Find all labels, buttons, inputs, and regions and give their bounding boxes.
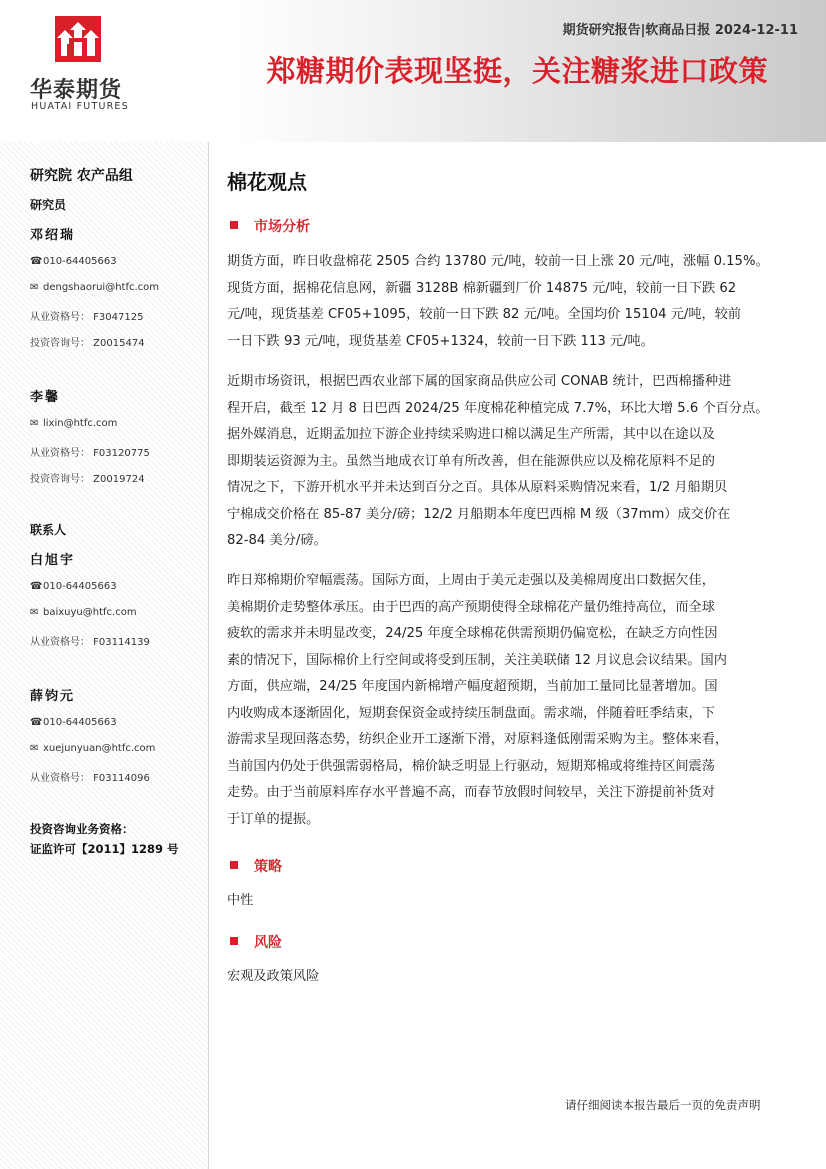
contact-email[interactable] xyxy=(30,743,155,754)
phone-icon: ☎ xyxy=(30,581,43,592)
analyst-name: 李馨 xyxy=(30,390,61,405)
bullet-square-icon xyxy=(230,861,238,869)
text-line: 宁棉成交价格在 85-87 美分/磅；12/2 月船期本年度巴西棉 M 级（37mm）成交价在 xyxy=(227,506,731,522)
footer-disclaimer: 请仔细阅读本报告最后一页的免责声明 xyxy=(565,1098,761,1112)
text-line: 期货方面，昨日收盘棉花 2505 合约 13780 元/吨，较前一日上涨 20 元/吨，涨幅 0.15%。 xyxy=(227,254,769,269)
market-paragraph-2 xyxy=(227,369,787,555)
email-icon: ✉ xyxy=(30,282,39,293)
phone-icon: ☎ xyxy=(30,256,43,267)
text-line: 一日下跌 93 元/吨，现货基差 CF05+1324，较前一日下跌 113 元/吨。 xyxy=(227,333,654,349)
text-line: 方面，供应端，24/25 年度国内新棉增产幅度超预期，当前加工量同比显著增加。国 xyxy=(227,679,718,694)
consulting-number: 投资咨询号： Z0019724 xyxy=(30,474,145,485)
text-line: 内收购成本逐渐固化，短期套保资金或持续压制盘面。需求端，伴随着旺季结束，下 xyxy=(227,705,715,721)
contact-phone xyxy=(30,717,117,728)
email-icon: ✉ xyxy=(30,607,39,618)
phone-number: 010-64405663 xyxy=(43,581,117,592)
phone-number: 010-64405663 xyxy=(43,717,117,728)
contact-name: 薛钧元 xyxy=(30,689,76,704)
heading-text: 市场分析 xyxy=(254,219,310,235)
market-paragraph-3 xyxy=(227,568,787,833)
analyst-email[interactable] xyxy=(30,418,117,429)
phone-number: 010-64405663 xyxy=(43,256,117,267)
logo-english-name: HUATAI FUTURES xyxy=(31,101,129,112)
report-header xyxy=(0,0,826,142)
market-analysis-heading xyxy=(230,216,310,236)
email-icon: ✉ xyxy=(30,743,39,754)
analyst-email[interactable] xyxy=(30,282,159,293)
text-line: 程开启，截至 12 月 8 日巴西 2024/25 年度棉花种植完成 7.7%，环比大增 5.6 个百分点。 xyxy=(227,400,769,416)
contact-name: 白旭宇 xyxy=(30,553,76,568)
qualification-license: 证监许可【2011】1289 号 xyxy=(30,842,179,856)
analyst-sidebar xyxy=(0,142,209,1169)
text-line: 于订单的提振。 xyxy=(227,811,320,827)
strategy-heading xyxy=(230,856,282,876)
text-line: 游需求呈现回落态势，纺织企业开工逐渐下滑，对原料逢低刚需采购为主。整体来看， xyxy=(227,732,729,747)
strategy-text xyxy=(227,888,787,915)
bullet-square-icon xyxy=(230,937,238,945)
email-address[interactable]: lixin@htfc.com xyxy=(43,418,118,429)
qualification-number: 从业资格号： F03114096 xyxy=(30,773,150,784)
analyst-name: 邓绍瑞 xyxy=(30,228,76,243)
consulting-number: 投资咨询号： Z0015474 xyxy=(30,338,145,349)
text-line: 素的情况下，国际棉价上行空间或将受到压制，关注美联储 12 月议息会议结果。国内 xyxy=(227,652,727,668)
text-line: 据外媒消息，近期孟加拉下游企业持续采购进口棉以满足生产所需，其中以在途以及 xyxy=(227,427,715,442)
text-line: 即期装运资源为主。虽然当地成衣订单有所改善，但在能源供应以及棉花原料不足的 xyxy=(227,453,715,469)
text-line: 美棉期价走势整体承压。由于巴西的高产预期使得全球棉花产量仍维持高位，而全球 xyxy=(227,599,715,615)
email-address[interactable]: baixuyu@htfc.com xyxy=(43,607,137,618)
text-line: 当前国内仍处于供强需弱格局，棉价缺乏明显上行驱动，短期郑棉或将维持区间震荡 xyxy=(227,758,715,774)
phone-icon: ☎ xyxy=(30,717,43,728)
text-line: 近期市场资讯，根据巴西农业部下属的国家商品供应公司 CONAB 统计，巴西棉播种进 xyxy=(227,374,732,389)
email-address[interactable]: xuejunyuan@htfc.com xyxy=(43,743,156,754)
text-line: 元/吨，现货基差 CF05+1095，较前一日下跌 82 元/吨。全国均价 15104 元/吨，较前 xyxy=(227,307,742,322)
qualification-number: 从业资格号： F3047125 xyxy=(30,312,144,323)
text-line: 情况之下，下游开机水平并未达到百分之百。具体从原料采购情况来看，1/2 月船期贝 xyxy=(227,480,728,495)
text-line: 走势。由于当前原料库存水平普遍不高，而春节放假时间较早，关注下游提前补货对 xyxy=(227,785,715,800)
text-line: 昨日郑棉期价窄幅震荡。国际方面，上周由于美元走强以及美棉周度出口数据欠佳， xyxy=(227,573,715,588)
report-meta: 期货研究报告|软商品日报 2024-12-11 xyxy=(562,23,798,38)
contact-role-label: 联系人 xyxy=(30,523,67,537)
section-title: 棉花观点 xyxy=(227,170,307,194)
risk-text xyxy=(227,964,787,991)
huatai-logo-icon xyxy=(55,16,101,62)
bullet-square-icon xyxy=(230,221,238,229)
market-paragraph-1 xyxy=(227,249,787,355)
researcher-role-label: 研究员 xyxy=(30,198,67,212)
report-title: 郑糖期价表现坚挺，关注糖浆进口政策 xyxy=(266,54,768,88)
analyst-phone xyxy=(30,256,117,267)
text-line: 现货方面，据棉花信息网，新疆 3128B 棉新疆到厂价 14875 元/吨，较前一日下跌 62 xyxy=(227,280,737,296)
contact-email[interactable] xyxy=(30,607,137,618)
text-line: 82-84 美分/磅。 xyxy=(227,533,327,548)
contact-phone xyxy=(30,581,117,592)
text-line: 宏观及政策风险 xyxy=(227,969,320,984)
qualification-number: 从业资格号： F03120775 xyxy=(30,448,150,459)
risk-heading xyxy=(230,932,282,952)
qualification-label: 投资咨询业务资格： xyxy=(30,822,134,836)
company-logo xyxy=(30,16,130,116)
text-line: 疲软的需求并未明显改变，24/25 年度全球棉花供需预期仍偏宽松，在缺乏方向性因 xyxy=(227,626,718,641)
text-line: 中性 xyxy=(227,893,254,908)
logo-chinese-name: 华泰期货 xyxy=(30,78,123,103)
research-group: 研究院 农产品组 xyxy=(30,168,133,184)
heading-text: 风险 xyxy=(254,935,282,951)
email-address[interactable]: dengshaorui@htfc.com xyxy=(43,282,160,293)
email-icon: ✉ xyxy=(30,418,39,429)
qualification-number: 从业资格号： F03114139 xyxy=(30,637,150,648)
heading-text: 策略 xyxy=(254,859,282,875)
